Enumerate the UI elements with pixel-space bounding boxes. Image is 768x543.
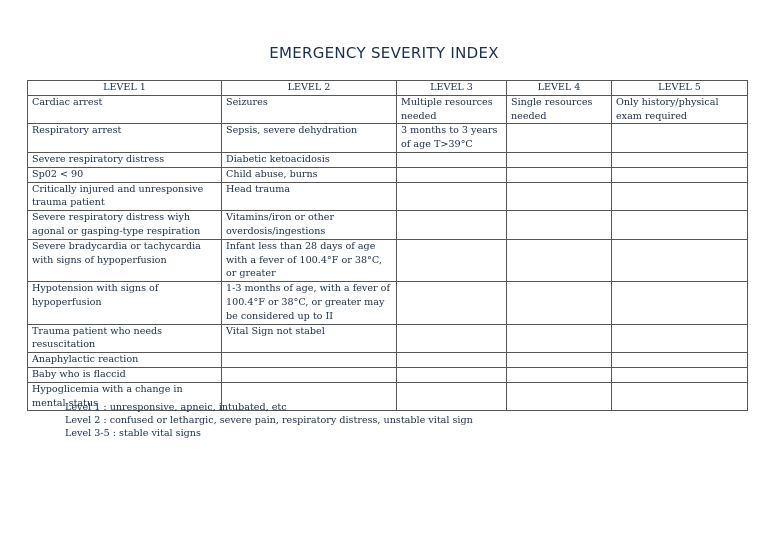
table-row bbox=[28, 182, 748, 211]
legend-level-1: Level 1 : unresponsive, apneic, intubated, etc bbox=[65, 402, 287, 413]
table-cell bbox=[507, 239, 612, 281]
table-cell bbox=[222, 353, 397, 368]
table-cell bbox=[507, 382, 612, 411]
table-cell: Severe respiratory distress wiyh agonal or gasping-type respiration bbox=[28, 211, 222, 240]
table-cell: Only history/physical exam required bbox=[612, 95, 748, 124]
table-cell bbox=[222, 367, 397, 382]
table-cell bbox=[507, 367, 612, 382]
table-cell: 3 months to 3 years of age T>39°C bbox=[397, 124, 507, 153]
table-cell: Cardiac arrest bbox=[28, 95, 222, 124]
table-cell bbox=[397, 211, 507, 240]
table-row bbox=[28, 239, 748, 281]
table-cell bbox=[612, 167, 748, 182]
table-cell: Single resources needed bbox=[507, 95, 612, 124]
table-cell: Critically injured and unresponsive trauma patient bbox=[28, 182, 222, 211]
table-cell: Sepsis, severe dehydration bbox=[222, 124, 397, 153]
table-cell: Severe bradycardia or tachycardia with signs of hypoperfusion bbox=[28, 239, 222, 281]
table-row bbox=[28, 167, 748, 182]
table-cell bbox=[397, 167, 507, 182]
legend-level-3-5: Level 3-5 : stable vital signs bbox=[65, 428, 201, 440]
table-row bbox=[28, 367, 748, 382]
table-cell bbox=[612, 152, 748, 167]
table-cell: Trauma patient who needs resuscitation bbox=[28, 324, 222, 353]
table-cell bbox=[397, 367, 507, 382]
table-cell bbox=[397, 282, 507, 324]
table-row bbox=[28, 211, 748, 240]
level-legend bbox=[65, 401, 473, 441]
table-cell: Hypotension with signs of hypoperfusion bbox=[28, 282, 222, 324]
table-cell bbox=[507, 182, 612, 211]
table-cell: Vital Sign not stabel bbox=[222, 324, 397, 353]
table-cell bbox=[612, 353, 748, 368]
table-cell bbox=[612, 182, 748, 211]
table-cell bbox=[397, 182, 507, 211]
table-cell: Seizures bbox=[222, 95, 397, 124]
table-row bbox=[28, 152, 748, 167]
table-cell bbox=[612, 239, 748, 281]
table-cell bbox=[507, 152, 612, 167]
header-level-3: LEVEL 3 bbox=[397, 81, 507, 96]
header-level-5: LEVEL 5 bbox=[612, 81, 748, 96]
table-cell: Hypoglicemia with a change in mental status bbox=[28, 382, 222, 411]
table-cell bbox=[397, 353, 507, 368]
legend-level-2: Level 2 : confused or lethargic, severe pain, respiratory distress, unstable vital sign bbox=[65, 415, 473, 427]
table-row bbox=[28, 95, 748, 124]
table-cell bbox=[397, 324, 507, 353]
table-cell: Child abuse, burns bbox=[222, 167, 397, 182]
table-cell: 1-3 months of age, with a fever of 100.4°F or 38°C, or greater may be considered up to II bbox=[222, 282, 397, 324]
table-cell: Infant less than 28 days of age with a fever of 100.4°F or 38°C, or greater bbox=[222, 239, 397, 281]
table-cell bbox=[507, 211, 612, 240]
table-cell bbox=[612, 382, 748, 411]
header-level-4: LEVEL 4 bbox=[507, 81, 612, 96]
table-row bbox=[28, 282, 748, 324]
table-cell bbox=[507, 167, 612, 182]
table-cell bbox=[507, 124, 612, 153]
header-level-1: LEVEL 1 bbox=[28, 81, 222, 96]
table-cell bbox=[507, 353, 612, 368]
table-cell bbox=[612, 367, 748, 382]
table-cell: Vitamins/iron or other overdosis/ingestions bbox=[222, 211, 397, 240]
table-header-row bbox=[28, 81, 748, 96]
table-cell bbox=[612, 124, 748, 153]
table-cell bbox=[612, 211, 748, 240]
table-cell bbox=[612, 324, 748, 353]
table-cell: Respiratory arrest bbox=[28, 124, 222, 153]
table-cell: Sp02 < 90 bbox=[28, 167, 222, 182]
table-cell: Severe respiratory distress bbox=[28, 152, 222, 167]
table-cell bbox=[397, 152, 507, 167]
table-cell bbox=[612, 282, 748, 324]
table-cell: Anaphylactic reaction bbox=[28, 353, 222, 368]
table-row bbox=[28, 324, 748, 353]
table-cell: Multiple resources needed bbox=[397, 95, 507, 124]
table-cell bbox=[507, 324, 612, 353]
table-cell: Head trauma bbox=[222, 182, 397, 211]
table-cell bbox=[507, 282, 612, 324]
header-level-2: LEVEL 2 bbox=[222, 81, 397, 96]
table-cell: Diabetic ketoacidosis bbox=[222, 152, 397, 167]
table-row bbox=[28, 124, 748, 153]
page-title: EMERGENCY SEVERITY INDEX bbox=[269, 44, 499, 62]
table-cell bbox=[397, 239, 507, 281]
severity-table bbox=[27, 80, 748, 411]
table-row bbox=[28, 353, 748, 368]
table-cell: Baby who is flaccid bbox=[28, 367, 222, 382]
